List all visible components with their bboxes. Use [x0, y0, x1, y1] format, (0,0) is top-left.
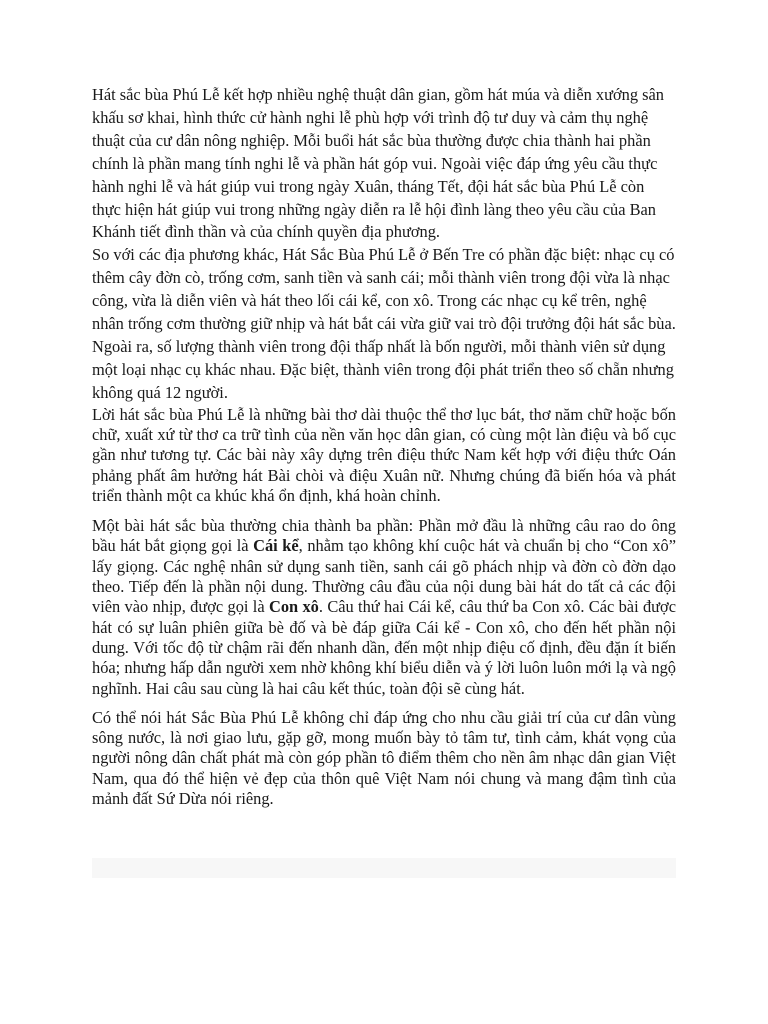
bottom-shaded-band	[92, 858, 676, 878]
song-parts-text-1: Một bài hát sắc bùa thường chia thành ba phần: Phần mở đầu là những câu rao do ông bầu hát bắt giọng gọi là	[92, 516, 676, 556]
term-con-xo: Con xô	[268, 597, 319, 617]
song-parts-text-2: , nhằm tạo không khí cuộc hát và chuẩn bị cho “Con xô” lấy giọng. Các nghệ nhân sử dụng sanh tiền, sanh cái gõ phách nhịp và đờn cò đờn dạo theo. Tiếp đến là phần nội dung. Thường câu đầu của nội dung bài hát do tất cả các đội viên vào nhịp, được gọi là	[92, 536, 676, 617]
term-cai-ke: Cái kể	[253, 536, 299, 556]
paragraph-ceremony-structure: Hát sắc bùa Phú Lễ kết hợp nhiều nghệ thuật dân gian, gồm hát múa và diễn xướng sân khấu sơ khai, hình thức cử hành nghi lễ phù hợp với trình độ tư duy và cảm thụ nghệ thuật của cư dân nông nghiệp. Mỗi buổi hát sắc bùa thường được chia thành hai phần chính là phần mang tính nghi lễ và phần hát góp vui. Ngoài việc đáp ứng yêu cầu thực hành nghi lễ và hát giúp vui trong ngày Xuân, tháng Tết, đội hát sắc bùa Phú Lễ còn thực hiện hát giúp vui trong những ngày diễn ra lễ hội đình làng theo yêu cầu của Ban Khánh tiết đình thần và của chính quyền địa phương.	[92, 85, 664, 242]
paragraph-lyrics-melody: Lời hát sắc bùa Phú Lễ là những bài thơ dài thuộc thể thơ lục bát, thơ năm chữ hoặc bốn chữ, xuất xứ từ thơ ca trữ tình của nền văn học dân gian, có cùng một làn điệu và bố cục gần như tương tự. Các bài này xây dựng trên điệu thức Nam kết hợp với điệu thức Oán phảng phất âm hưởng hát Bài chòi và điệu Xuân nữ. Nhưng chúng đã biến hóa và phát triển thành một ca khúc khá ổn định, khá hoàn chỉnh.	[92, 404, 676, 505]
paragraph-song-parts	[92, 516, 676, 699]
document-page	[92, 84, 676, 809]
song-parts-text-3: . Câu thứ hai Cái kể, câu thứ ba Con xô. Các bài được hát có sự luân phiên giữa bè đố và bè đáp giữa Cái kể - Con xô, cho đến hết phần nội dung. Với tốc độ từ chậm rãi đến nhanh dần, đến một nhịp điệu cố định, đều đặn ít biến hóa; nhưng hấp dẫn người xem nhờ không khí biểu diễn và ý lời luôn luôn mới lạ và ngộ nghĩnh. Hai câu sau cùng là hai câu kết thúc, toàn đội sẽ cùng hát.	[92, 597, 676, 698]
paragraph-instruments-members: So với các địa phương khác, Hát Sắc Bùa Phú Lễ ở Bến Tre có phần đặc biệt: nhạc cụ có thêm cây đờn cò, trống cơm, sanh tiền và sanh cái; mỗi thành viên trong đội vừa là nhạc công, vừa là diễn viên và hát theo lối cái kể, con xô. Trong các nhạc cụ kể trên, nghệ nhân trống cơm thường giữ nhịp và hát bắt cái vừa giữ vai trò đội trưởng đội hát sắc bùa. Ngoài ra, số lượng thành viên trong đội thấp nhất là bốn người, mỗi thành viên sử dụng một loại nhạc cụ khác nhau. Đặc biệt, thành viên trong đội phát triển theo số chẵn nhưng không quá 12 người.	[92, 245, 676, 402]
paragraph-conclusion: Có thể nói hát Sắc Bùa Phú Lễ không chỉ đáp ứng cho nhu cầu giải trí của cư dân vùng sông nước, là nơi giao lưu, gặp gỡ, mong muốn bày tỏ tâm tư, tình cảm, khát vọng của người nông dân chất phát mà còn góp phần tô điểm thêm cho nền âm nhạc dân gian Việt Nam, qua đó thể hiện vẻ đẹp của thôn quê Việt Nam nói chung và mang đậm tình của mảnh đất Sứ Dừa nói riêng.	[92, 707, 676, 809]
